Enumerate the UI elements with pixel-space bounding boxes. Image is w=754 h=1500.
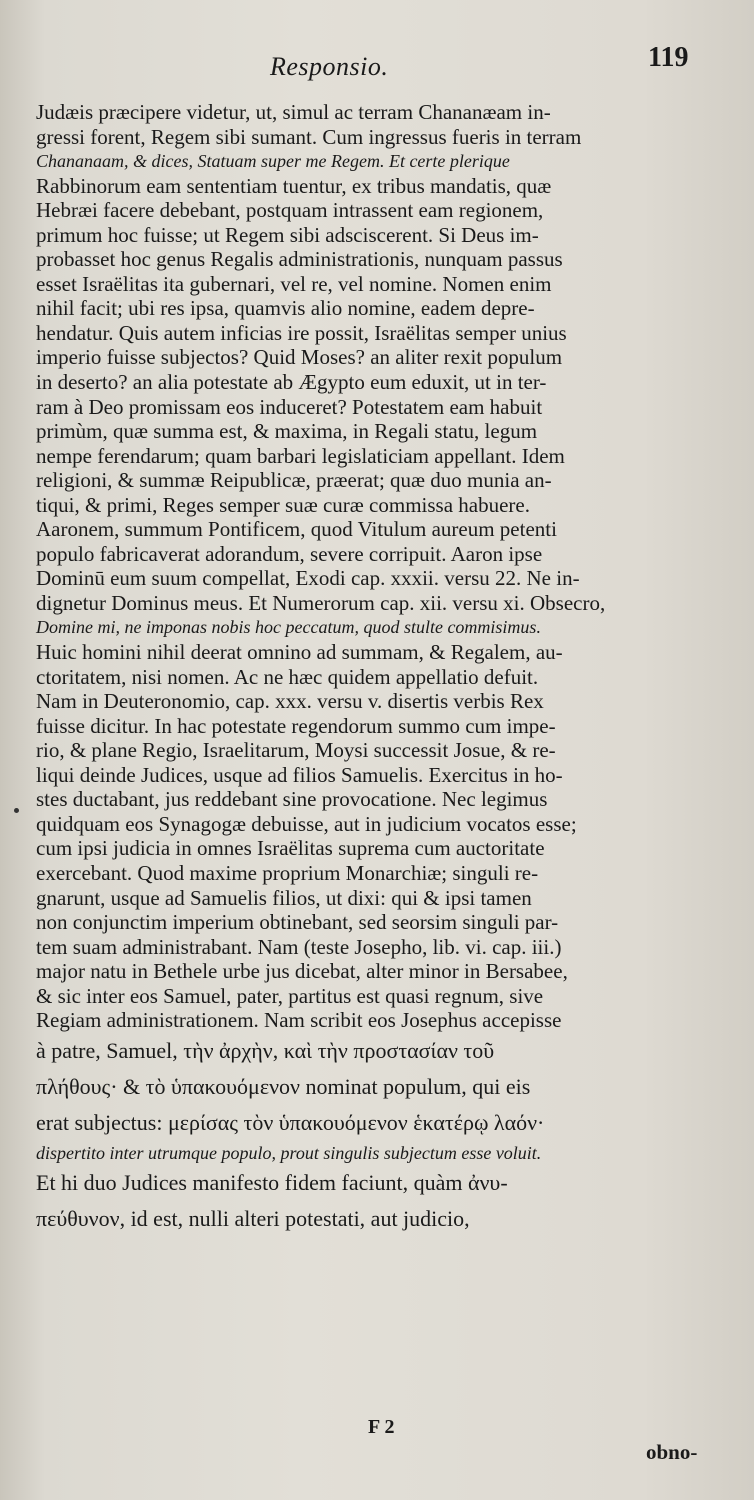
text-line: quidquam eos Synagogæ debuisse, aut in judicium vocatos esse; [36,811,577,836]
text-line: tiqui, & primi, Reges semper suæ curæ commissa habuere. [36,492,530,517]
text-line: Rabbinorum eam sententiam tuentur, ex tribus mandatis, quæ [36,173,552,198]
text-line: religioni, & summæ Reipublicæ, præerat; quæ duo munia an- [36,468,552,493]
text-line: fuisse dicitur. In hac potestate regendorum summo cum impe- [36,713,556,738]
text-line: & sic inter eos Samuel, pater, partitus est quasi regnum, sive [36,983,544,1008]
text-line: πεύθυνον, id est, nulli alteri potestati, aut judicio, [36,1206,470,1232]
text-line: primum hoc fuisse; ut Regem sibi adsciscerent. Si Deus im- [36,222,539,247]
catchword: obno- [646,1440,698,1464]
text-line: liqui deinde Judices, usque ad filios Samuelis. Exercitus in ho- [36,762,563,787]
text-line: erat subjectus: μερίσας τὸν ὑπακουόμενον ἑκατέρῳ λαόν· [36,1109,545,1135]
margin-mark [14,808,19,813]
text-line: Dominū eum suum compellat, Exodi cap. xxxii. versu 22. Ne in- [36,566,580,591]
text-line: Domine mi, ne imponas nobis hoc peccatum, quod stulte commisimus. [36,617,541,638]
text-line: gnarunt, usque ad Samuelis filios, ut dixi: qui & ipsi tamen [36,885,532,910]
text-line: cum ipsi judicia in omnes Israëlitas suprema cum auctoritate [36,836,545,861]
text-line: non conjunctim imperium obtinebant, sed seorsim singuli par- [36,910,559,935]
text-line: populo fabricaverat adorandum, severe corripuit. Aaron ipse [36,541,543,566]
text-line: nempe ferendarum; quam barbari legislaticiam appellant. Idem [36,443,565,468]
text-line: Nam in Deuteronomio, cap. xxx. versu v. disertis verbis Rex [36,689,544,714]
body-text [36,100,716,1237]
text-line: Et hi duo Judices manifesto fidem faciunt, quàm ἀνυ- [36,1170,508,1196]
text-line: dispertito inter utrumque populo, prout singulis subjectum esse voluit. [36,1142,542,1163]
text-line: à patre, Samuel, τὴν ἀρχὴν, καὶ τὴν προστασίαν τοῦ [36,1037,495,1063]
text-line: Regiam administrationem. Nam scribit eos Josephus accepisse [36,1008,562,1033]
text-line: probasset hoc genus Regalis administrationis, nunquam passus [36,247,563,272]
text-line: exercebant. Quod maxime proprium Monarchiæ; singuli re- [36,860,539,885]
text-line: πλήθους· & τὸ ὑπακουόμενον nominat populum, qui eis [36,1073,531,1099]
text-line: nihil facit; ubi res ipsa, quamvis alio nomine, eadem depre- [36,296,535,321]
text-line: stes ductabant, jus reddebant sine provocatione. Nec legimus [36,787,548,812]
page-number: 119 [648,42,689,73]
text-line: tem suam administrabant. Nam (teste Josepho, lib. vi. cap. iii.) [36,934,562,959]
text-line: Chananaam, & dices, Statuam super me Regem. Et certe plerique [36,151,510,172]
text-line: Judæis præcipere videtur, ut, simul ac terram Chananæam in- [36,100,551,124]
text-line: ctoritatem, nisi nomen. Ac ne hæc quidem appellatio defuit. [36,664,539,689]
text-line: rio, & plane Regio, Israelitarum, Moysi successit Josue, & re- [36,738,556,763]
text-line: Hebræi facere debebant, postquam intrassent eam regionem, [36,198,544,223]
text-line: ram à Deo promissam eos induceret? Potestatem eam habuit [36,394,543,419]
text-line: major natu in Bethele urbe jus dicebat, alter minor in Bersabee, [36,959,568,984]
running-head: Responsio. [270,52,389,81]
text-line: dignetur Dominus meus. Et Numerorum cap. xii. versu xi. Obsecro, [36,590,606,615]
text-line: in deserto? an alia potestate ab Ægypto eum eduxit, ut in ter- [36,370,547,395]
text-line: esset Israëlitas ita gubernari, vel re, vel nomine. Nomen enim [36,271,552,296]
text-line: Aaronem, summum Pontificem, quod Vitulum aureum petenti [36,517,557,542]
text-line: imperio fuisse subjectos? Quid Moses? an aliter rexit populum [36,345,563,370]
signature-mark: F 2 [368,1416,395,1438]
text-line: primùm, quæ summa est, & maxima, in Regali statu, legum [36,419,538,444]
text-line: gressi forent, Regem sibi sumant. Cum ingressus fueris in terram [36,124,582,149]
text-line: Huic homini nihil deerat omnino ad summam, & Regalem, au- [36,640,563,665]
text-line: hendatur. Quis autem inficias ire possit, Israëlitas semper unius [36,320,567,345]
